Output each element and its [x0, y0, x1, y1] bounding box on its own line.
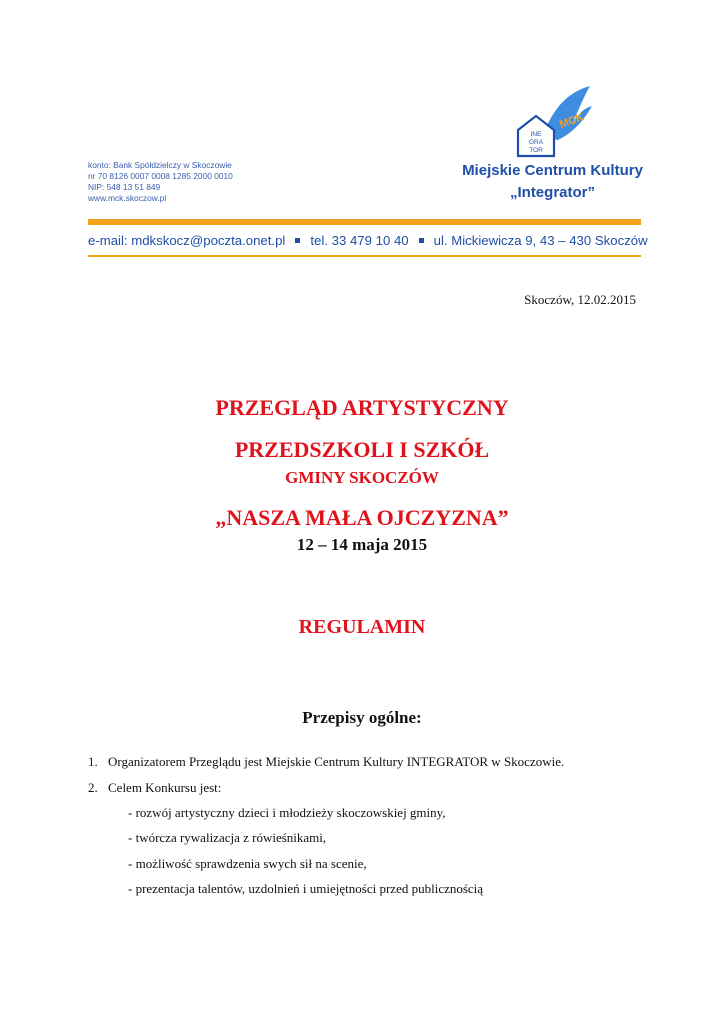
bank-line: konto: Bank Spółdzielczy w Skoczowie	[88, 160, 232, 170]
section-heading: Przepisy ogólne:	[302, 708, 422, 727]
bank-account-line: nr 70 8126 0007 0008 1285 2000 0010	[88, 171, 233, 181]
logo-letters-1: INE	[530, 131, 542, 138]
contact-line	[88, 233, 648, 248]
title-line-3: GMINY SKOCZÓW	[285, 468, 439, 487]
list-item-text: Celem Konkursu jest:	[108, 780, 222, 795]
sub-list-item: - rozwój artystyczny dzieci i młodzieży skoczowskiej gminy,	[128, 805, 446, 820]
sub-list-item: - możliwość sprawdzenia swych sił na scenie,	[128, 856, 367, 871]
list-item-text: Organizatorem Przeglądu jest Miejskie Centrum Kultury INTEGRATOR w Skoczowie.	[108, 754, 565, 769]
sub-list-item: - prezentacja talentów, uzdolnień i umiejętności przed publicznością	[128, 881, 484, 896]
logo-wing-text: MCK	[558, 111, 586, 132]
email-text: e-mail: mdkskocz@poczta.onet.pl	[88, 233, 286, 248]
address-text: ul. Mickiewicza 9, 43 – 430 Skoczów	[433, 233, 648, 248]
contact-divider	[88, 255, 641, 257]
logo-letters-2: GRA	[528, 139, 544, 146]
list-item-number: 2.	[88, 780, 98, 795]
bullet-square-icon	[295, 238, 300, 243]
bullet-square-icon	[419, 238, 424, 243]
logo-letters-3: TOR	[529, 147, 543, 154]
title-line-2: PRZEDSZKOLI I SZKÓŁ	[234, 437, 490, 462]
website-line: www.mck.skoczow.pl	[88, 193, 167, 203]
title-line-1: PRZEGLĄD ARTYSTYCZNY	[215, 395, 509, 420]
title-line-4: „NASZA MAŁA OJCZYZNA”	[215, 505, 509, 530]
regulamin-heading: REGULAMIN	[298, 616, 426, 638]
sub-list-item: - twórcza rywalizacja z rówieśnikami,	[128, 830, 327, 845]
phone-text: tel. 33 479 10 40	[310, 233, 409, 248]
document-date: Skoczów, 12.02.2015	[524, 292, 636, 307]
nip-line: NIP: 548 13 51 849	[88, 182, 161, 192]
org-name	[450, 160, 655, 204]
bank-info	[88, 160, 233, 204]
list-item-number: 1.	[88, 754, 98, 769]
header-divider	[88, 219, 641, 225]
event-dates: 12 – 14 maja 2015	[296, 535, 428, 554]
integrator-logo	[512, 84, 592, 158]
list-item	[88, 780, 221, 796]
org-name-line1: Miejskie Centrum Kultury	[462, 162, 643, 179]
list-item	[88, 754, 564, 770]
org-name-line2: „Integrator”	[509, 184, 595, 201]
